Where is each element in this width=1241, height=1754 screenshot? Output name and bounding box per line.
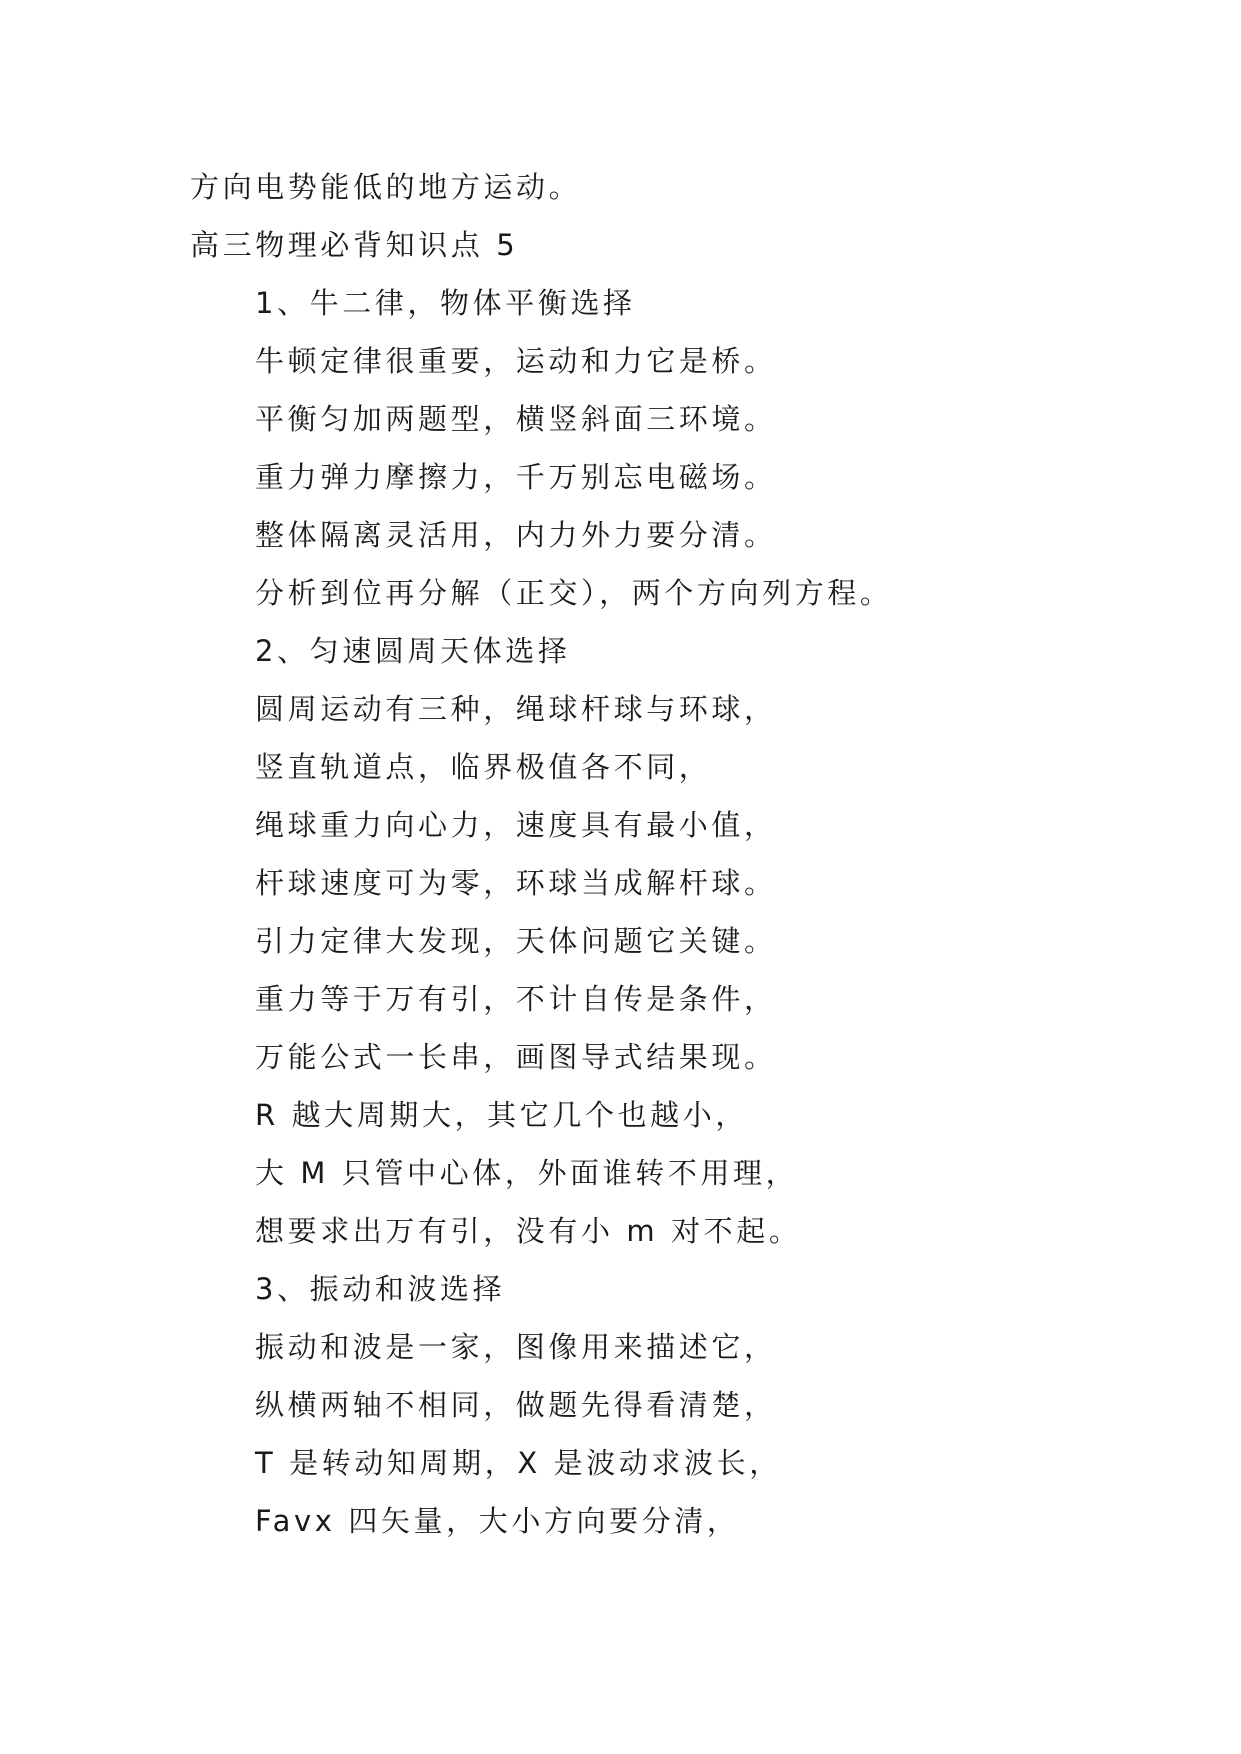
text-line: 振动和波是一家，图像用来描述它， [255, 1330, 777, 1364]
text-line: R 越大周期大，其它几个也越小， [255, 1098, 748, 1132]
text-line: 竖直轨道点，临界极值各不同， [255, 750, 712, 784]
text-line: 大 M 只管中心体，外面谁转不用理， [255, 1156, 799, 1190]
text-line: 方向电势能低的地方运动。 [190, 170, 582, 204]
text-line: 分析到位再分解（正交），两个方向列方程。 [255, 576, 893, 610]
text-line: 纵横两轴不相同，做题先得看清楚， [255, 1388, 777, 1422]
text-line: 万能公式一长串，画图导式结果现。 [255, 1040, 777, 1074]
text-line: 重力等于万有引，不计自传是条件， [255, 982, 777, 1016]
text-line: 整体隔离灵活用，内力外力要分清。 [255, 518, 777, 552]
subsection-heading: 2、匀速圆周天体选择 [255, 634, 571, 668]
section-heading: 高三物理必背知识点 5 [190, 228, 519, 262]
subsection-heading: 1、牛二律，物体平衡选择 [255, 286, 636, 320]
text-line: 杆球速度可为零，环球当成解杆球。 [255, 866, 777, 900]
text-line: 平衡匀加两题型，横竖斜面三环境。 [255, 402, 777, 436]
text-line: 圆周运动有三种，绳球杆球与环球， [255, 692, 777, 726]
text-line: T 是转动知周期，X 是波动求波长， [255, 1446, 782, 1480]
text-line: 绳球重力向心力，速度具有最小值， [255, 808, 777, 842]
text-line: 引力定律大发现，天体问题它关键。 [255, 924, 777, 958]
text-line: 重力弹力摩擦力，千万别忘电磁场。 [255, 460, 777, 494]
text-line: 牛顿定律很重要，运动和力它是桥。 [255, 344, 777, 378]
subsection-heading: 3、振动和波选择 [255, 1272, 506, 1306]
text-line: Favx 四矢量，大小方向要分清， [255, 1504, 740, 1538]
text-line: 想要求出万有引，没有小 m 对不起。 [255, 1214, 802, 1248]
